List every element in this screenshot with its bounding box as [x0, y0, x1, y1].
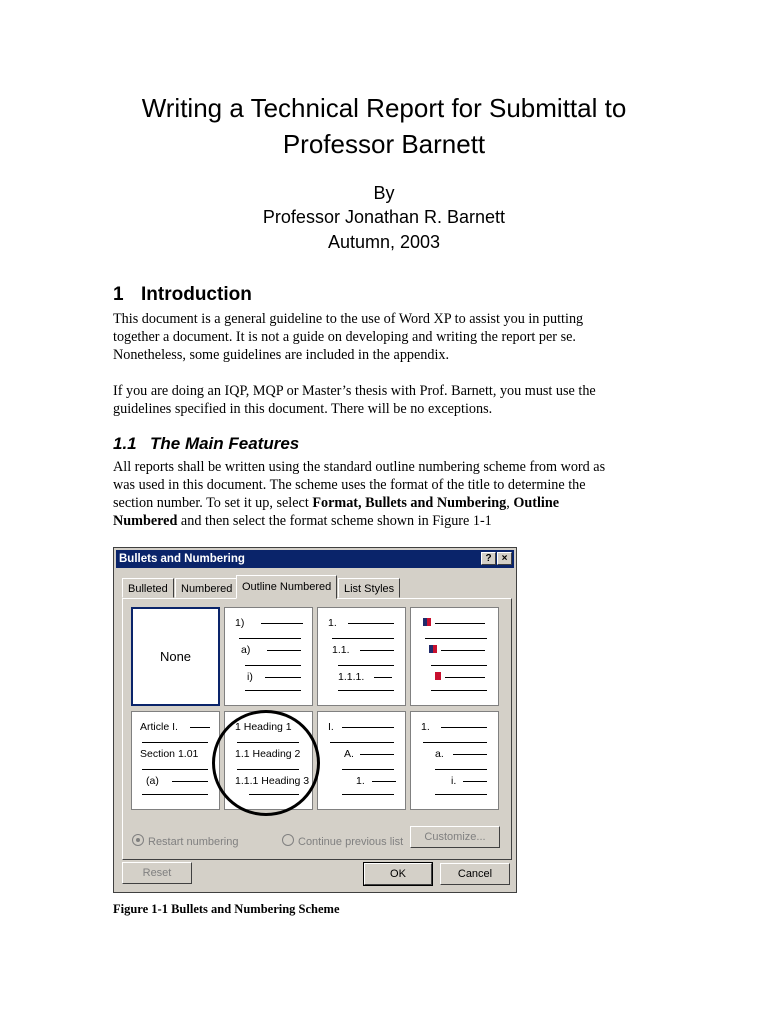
section-1-1-number: 1.1 — [113, 434, 137, 453]
paragraph-line: This document is a general guideline to the use of Word XP to assist you in putting — [113, 311, 584, 327]
scheme-level-2 — [140, 747, 218, 761]
picture-bullet-icon — [423, 618, 431, 626]
text-line — [338, 665, 394, 666]
text-line — [425, 638, 487, 639]
level-label: 1.1. — [332, 644, 350, 656]
help-button[interactable]: ? — [481, 552, 496, 565]
cancel-button[interactable]: Cancel — [440, 863, 510, 885]
scheme-level-1 — [235, 616, 310, 630]
menu-path-bold: Format, Bullets and Numbering — [312, 495, 507, 511]
main-features-paragraph — [113, 458, 643, 530]
paragraph-line: guidelines specified in this document. There will be no exceptions. — [113, 401, 493, 417]
restart-numbering-label: Restart numbering — [148, 836, 239, 848]
byline-by: By — [373, 183, 395, 203]
level-line — [267, 650, 301, 651]
level-label: 1. — [356, 775, 365, 787]
level-line — [374, 677, 392, 678]
reset-button[interactable]: Reset — [122, 862, 192, 884]
scheme-level-1 — [140, 720, 218, 734]
customize-button[interactable]: Customize... — [410, 826, 500, 848]
scheme-roman-alpha[interactable] — [317, 711, 406, 810]
continue-previous-label: Continue previous list — [298, 836, 404, 848]
scheme-none[interactable] — [131, 607, 220, 706]
level-line — [463, 781, 487, 782]
level-label: 1 Heading 1 — [235, 721, 292, 733]
level-label: i) — [247, 671, 253, 683]
section-1-title: Introduction — [141, 284, 252, 305]
byline-author: Professor Jonathan R. Barnett — [262, 207, 506, 227]
paragraph-line: All reports shall be written using the standard outline numbering scheme from word as — [113, 459, 606, 475]
scheme-level-1 — [421, 720, 496, 734]
scheme-level-1 — [328, 616, 403, 630]
figure-caption: Figure 1-1 Bullets and Numbering Scheme — [113, 902, 340, 916]
text-line — [245, 690, 301, 691]
scheme-paren-numbers[interactable] — [224, 607, 313, 706]
scheme-level-2 — [241, 643, 311, 657]
paragraph-text: and then select the format scheme shown in Figure 1-1 — [177, 513, 492, 529]
level-label: a) — [241, 644, 251, 656]
paragraph-text: , — [506, 495, 514, 511]
restart-numbering-radio[interactable] — [132, 834, 239, 848]
scheme-level-3 — [146, 774, 216, 788]
text-line — [435, 623, 485, 624]
text-line — [245, 665, 301, 666]
close-button[interactable]: × — [497, 552, 512, 565]
level-line — [372, 781, 396, 782]
text-line — [338, 690, 394, 691]
level-label: (a) — [146, 775, 159, 787]
tab-list-styles[interactable]: List Styles — [338, 578, 400, 598]
scheme-level-1 — [328, 720, 403, 734]
level-label: a. — [435, 748, 444, 760]
scheme-level-2 — [344, 747, 402, 761]
text-line — [142, 742, 208, 743]
level-label: 1.1 Heading 2 — [235, 748, 301, 760]
paragraph-line — [113, 512, 643, 530]
text-line — [342, 769, 394, 770]
level-line — [360, 754, 394, 755]
text-line — [332, 638, 394, 639]
paragraph-line: together a document. It is not a guide on developing and writing the report per se. — [113, 329, 576, 345]
text-line — [330, 742, 394, 743]
level-label: I. — [328, 721, 334, 733]
text-line — [342, 794, 394, 795]
level-label: i. — [451, 775, 457, 787]
bullets-numbering-dialog — [113, 547, 517, 893]
section-1-1-heading — [113, 434, 299, 454]
text-line — [435, 769, 487, 770]
text-line — [431, 665, 487, 666]
text-line — [435, 794, 487, 795]
text-line — [142, 769, 208, 770]
text-line — [445, 677, 485, 678]
level-label: 1. — [328, 617, 337, 629]
section-1-1-title: The Main Features — [150, 434, 300, 453]
scheme-decimal-numbers[interactable] — [317, 607, 406, 706]
dialog-titlebar — [116, 550, 514, 568]
level-label: Article I. — [140, 721, 178, 733]
highlight-circle — [212, 710, 320, 816]
scheme-article-section[interactable] — [131, 711, 220, 810]
scheme-level-3 — [356, 774, 402, 788]
intro-paragraph-1 — [113, 310, 643, 364]
level-label: 1) — [235, 617, 245, 629]
level-label: Section 1.01 — [140, 748, 199, 760]
level-label: 1.1.1 Heading 3 — [235, 775, 310, 787]
scheme-level-2 — [435, 747, 495, 761]
level-label: 1. — [421, 721, 430, 733]
tab-outline-numbered[interactable]: Outline Numbered — [236, 575, 337, 599]
scheme-level-3 — [247, 670, 307, 684]
text-line — [239, 638, 301, 639]
document-title-line2: Professor Barnett — [282, 129, 486, 159]
dialog-title: Bullets and Numbering — [119, 553, 245, 565]
picture-bullet-icon — [429, 645, 437, 653]
paragraph-line: was used in this document. The scheme uses the format of the title to determine the — [113, 477, 586, 493]
level-line — [342, 727, 394, 728]
scheme-level-3 — [338, 670, 403, 684]
intro-paragraph-2 — [113, 382, 643, 418]
radio-indicator — [282, 834, 294, 846]
level-line — [261, 623, 303, 624]
text-line — [142, 794, 208, 795]
document-title-line1: Writing a Technical Report for Submittal to — [141, 93, 627, 123]
paragraph-line: If you are doing an IQP, MQP or Master’s thesis with Prof. Barnett, you must use the — [113, 383, 596, 399]
level-line — [172, 781, 208, 782]
section-1-heading — [113, 284, 252, 306]
menu-path-bold: Outline — [513, 495, 560, 511]
ok-button[interactable]: OK — [364, 863, 432, 885]
paragraph-text: section number. To set it up, select — [113, 495, 313, 511]
text-line — [423, 742, 487, 743]
text-line — [441, 650, 485, 651]
level-line — [348, 623, 394, 624]
outline-numbered-panel — [122, 598, 512, 860]
scheme-number-letter[interactable] — [410, 711, 499, 810]
paragraph-line — [113, 494, 643, 512]
level-line — [360, 650, 394, 651]
level-line — [190, 727, 210, 728]
scheme-level-2 — [332, 643, 402, 657]
level-line — [453, 754, 487, 755]
tab-bulleted[interactable]: Bulleted — [122, 578, 174, 598]
paragraph-line: Nonetheless, some guidelines are included in the appendix. — [113, 347, 450, 363]
picture-bullet-icon — [435, 672, 441, 680]
section-1-number: 1 — [113, 284, 124, 305]
byline-date: Autumn, 2003 — [327, 232, 441, 252]
scheme-none-label: None — [159, 649, 192, 664]
level-line — [441, 727, 487, 728]
scheme-level-3 — [451, 774, 495, 788]
continue-previous-radio[interactable] — [282, 834, 403, 848]
menu-path-bold: Numbered — [113, 513, 178, 529]
radio-indicator — [132, 834, 144, 846]
text-line — [431, 690, 487, 691]
scheme-picture-bullets[interactable] — [410, 607, 499, 706]
level-line — [265, 677, 301, 678]
tab-numbered[interactable]: Numbered — [175, 578, 238, 598]
level-label: 1.1.1. — [338, 671, 365, 683]
level-label: A. — [344, 748, 354, 760]
